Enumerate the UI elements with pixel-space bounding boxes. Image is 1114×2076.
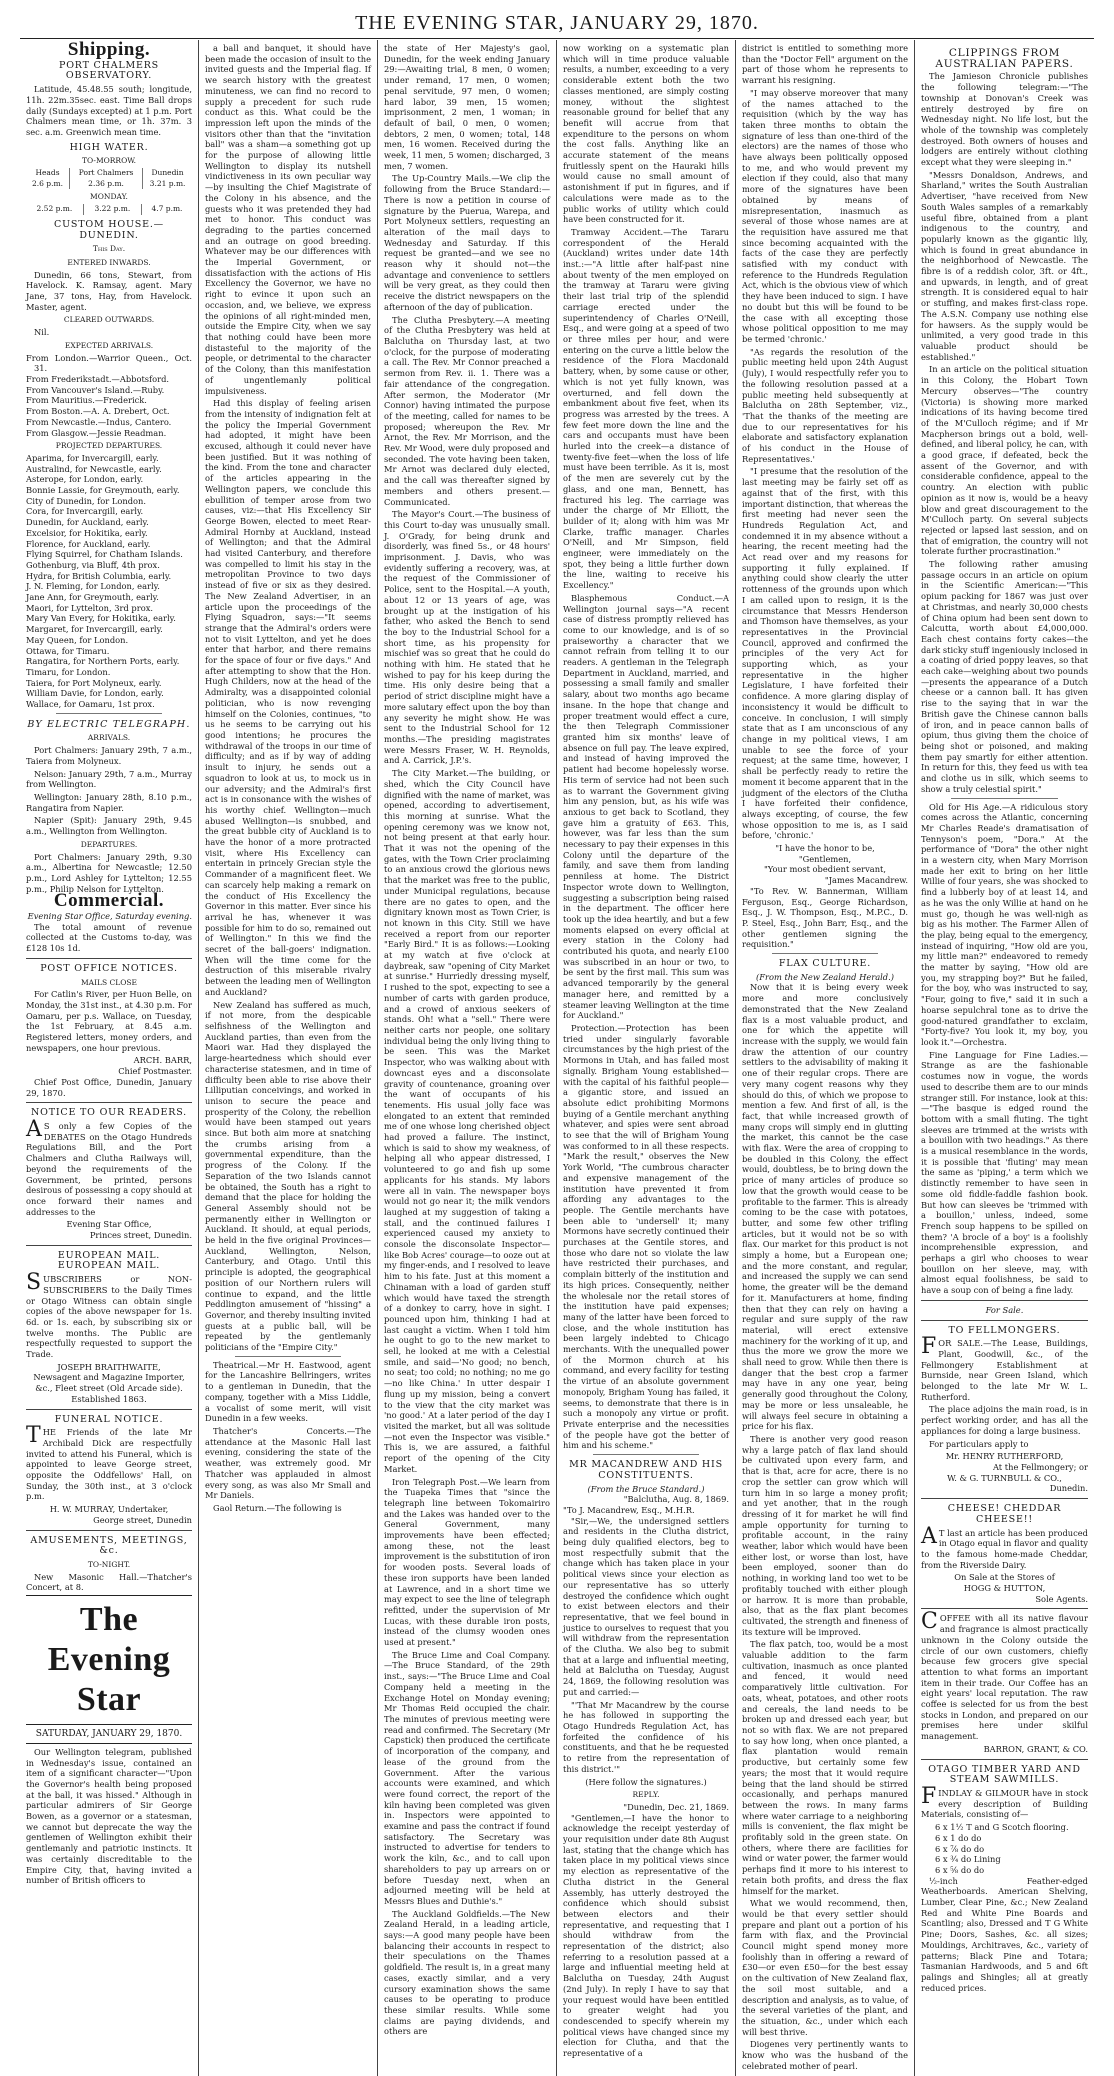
list-item: 6 x 1 do do [935,1832,982,1843]
post-office-footer: Chief Post Office, Dunedin, January 29, 1870. [26,1076,192,1098]
newspaper-page [20,39,1094,2071]
divider [235,1356,341,1357]
editorial-paragraph: Had this display of feeling arisen from the intensity of indignation felt at the policy the Imperial Government had adopted, it might have been excused, although it could never have been justified. But it was nothing of the kind. From the tone and character of the articles appearing in the Wellington papers, we conclude this ebullition of temper arose from two causes, viz:—that His Excellency Sir George Bowen, elected to meet Rear-Admiral Hornby at Auckland, instead of Wellington; and that the Admiral had visited Canterbury, and therefore was compelled to limit his stay in the metropolitan Province to two days instead of five or six as they desired. The New Zealand Advertiser, in an article upon the proceedings of the Flying Squadron, says:—"It seems strange that the Admiral's orders were not to visit Lyttelton, and yet he does enter that harbor, and there remains for the space of four or five days." And after attempting to show that the Hon. Hugh Childers, now at the head of the Admiralty, was a disappointed colonial politician, who is now revenging himself on the Colonies, continues, "to us he seems to be carrying out his good intentions; he procures the withdrawal of the troops in our time of difficulty; and as if by way of adding insult to injury, he sends out a squadron to look at us, to mock us in our adversity; and the Admiral's first act is in consonance with the wishes of his worthy chief. Wellington—much abused Wellington—is snubbed, and the great bubble city of Auckland is to have the honor of a more protracted visit, where His Excellency can entertain in princely Grecian style the Commander of a magnificent fleet. We can scarcely help making a remark on the conduct of His Excellency the Governor in this matter. Ever since his arrival he has, whenever it was possible for him to do so, remained out of Wellington." In this we find the secret of the ball-goers' indignation. When will the time come for the destruction of this miserable rivalry between the leading men of Wellington and Auckland? [205,398,371,997]
list-item: City of Dunedin, for London. [26,495,147,506]
list-item: May Queen, for London. [26,634,129,645]
amusements-tonight: TO-NIGHT. [87,1560,131,1569]
timber-text: ½-inch Feather-edged Weatherboards. American Shelving, Lumber, Clear Pine, &c.; New Zealand Red and White Pine Boards and Scantling; also, Dressed and T G White Pine; Doors, Sashes, &c. all sizes; Mouldings, Architraves, &c., variety of patterns; Black Pine and Totara; Tasmanian Hardwoods, and 5 and 6ft palings and Shingles; all at greatly reduced prices. [921,1875,1088,1993]
high-water-table-monday [26,204,192,215]
expected-arrivals-list [26,353,192,439]
reply-paragraph: "As regards the resolution of the public meeting held upon 24th August (July), I would respectfully refer you to the following resolution passed at a public meeting held subsequently at Balclutha on 28th September, viz., 'That the thanks of the meeting are due to our representatives for his elaborate and satisfactory explanation of his conduct in the House of Representatives.' [742,346,908,464]
upcountry-mails-item: The Up-Country Mails.—We clip the following from the Bruce Standard:—There is now a petition in course of signature by the Puerua, Warepa, and Port Molyneux settlers, requesting an alteration of the mail days to Wednesday and Saturday. If this request be granted—and we see no reason why it should not—the advantage and convenience to settlers will be very great, as they could then receive the district newspapers on the afternoon of the day of publication. [384,173,550,312]
list-item: J. N. Fleming, for London, early. [26,581,160,592]
clipping-paragraph: The following rather amusing passage occurs in an article on opium in the Scientific American:—"This opium packing for 1867 was just over at Christmas, and nearly 30,000 chests of China opium had been sent down to Calcutta, worth about £4,000,000. Each chest contains forty cakes—the dark sticky stuff ingeniously inclosed in a coating of dried poppy leaves, so that each cake—weighing about two pounds—presents the appearance of a Dutch cheese or a cannon ball. It has given rise to the saying that in war the British gave the Chinese cannon balls of iron, and in peace cannon balls of opium, thus giving them the choice of being shot or poisoned, and making them pay smartly for either attention. In return for this, they feed us with tea and clothe us in silk, which seems to show a truly celestial spirit." [921,559,1088,794]
divider [26,1245,192,1246]
fellmongers-text: The place adjoins the main road, is in perfect working order, and has all the appliances for doing a large business. [921,1404,1088,1436]
telegraph-departure: Port Chalmers: January 29th, 9.30 a.m., Albertina for Newcastle; 12.50 p.m., Lord Ashley for Lyttelton; 12.55 p.m., Philip Nelson for Lyttelton. [26,851,192,894]
high-water-table [26,168,192,189]
list-item: Margaret, for Invercargill, early. [26,624,163,635]
list-item: From Vancouver's Island.—Ruby. [26,384,165,395]
column-4 [557,40,736,2076]
tide-cell: 4.7 p.m. [151,204,183,214]
clippings-heading: CLIPPINGS FROM AUSTRALIAN PAPERS. [935,47,1074,70]
european-mail-desc: Newsagent and Magazine Importer, &c., Fleet street (Old Arcade side). Established 1863. [33,1372,185,1404]
telegraph-heading: BY ELECTRIC TELEGRAPH. [27,718,191,730]
list-item: Gothenburg, via Bluff, 4th prox. [26,559,160,570]
entered-inwards-heading: ENTERED INWARDS. [67,257,151,267]
entered-inwards-text: Dunedin, 66 tons, Stewart, from Havelock. K. Ramsay, agent. Mary Jane, 37 tons, Hay, from Havelock. Master, agent. [26,269,192,312]
notice-readers-address: Princes street, Dunedin. [89,1230,192,1241]
column-6 [915,40,1094,2076]
cheese-seller: HOGG & HUTTON, [963,1583,1046,1594]
reply-signature: "James Macandrew. [824,875,908,886]
notice-readers-text: AS only a few Copies of the DEBATES on the Otago Hundreds Regulations Bill, and the Port Chalmers and Clutha Railways will, beyond the requirements of the Government, be printed, persons desirous of possessing a copy should at once forward their names and addresses to the [26,1116,192,1217]
list-item: Taiera, for Port Molyneux, early. [26,677,162,688]
clutha-presbytery-item: The Clutha Presbytery.—A meeting of the Clutha Presbytery was held at Balclutha on Thursday last, at two o'clock, for the purpose of moderating a call. The Rev. Mr Connor preached a sermon from Rev. ii. 1. There was a fair attendance of the congregation. After sermon, the Moderator (Mr Connor) having intimated the purpose of the meeting, called for names to be proposed; whereupon the Rev. Mr Arnot, the Rev. Mr Morrison, and the Rev. Mr Wood, were duly proposed and seconded. The vote having been taken, Mr Arnot was declared duly elected, and the call was thereafter signed by members and others present.—Communicated. [384,314,550,507]
high-water-heading: HIGH WATER. [69,141,149,153]
list-item: Aparima, for Invercargill, early. [26,452,159,463]
mails-close-label: MAILS CLOSE [80,977,138,987]
telegraph-arrivals-heading: ARRIVALS. [87,733,131,743]
divider [26,1409,192,1410]
fellmongers-contact: Mr. HENRY RUTHERFORD, [945,1451,1064,1462]
tramway-accident-item: Tramway Accident.—The Tararu correspondent of the Herald (Auckland) writes under date 14th inst.:—"A little after half-past nine about twenty of the men employed on the tramway at Tararu were giving their last trial trip of the splendid carriage erected under the superintendency of Charles O'Neill, Esq., and were going at a speed of two or three miles per hour, and were entering on the curve a little below the residence of the Flora Macdonald battery, when, by some cause or other, which is not yet fully known, was overturned, and fell down the embankment about five feet, when its progress was arrested by the trees. A few feet more down the line and the cars and occupants must have been hurled into the creek—a distance of twenty-five feet—when the loss of life must have been terrible. As it is, most of the men are severely cut by the glass, and one man, Bennett, has fractured his leg. The carriage was under the charge of Mr Elliott, the builder of it; along with him was Mr Clarke, traffic manager. Charles O'Neill, and Mr Simpson, field engineer, were immediately on the spot, they being a little further down the line, waiting to receive his Excellency." [563,226,729,591]
editorial-opening: Our Wellington telegram, published in Wednesday's issue, contained an item of a significant character—"Upon the Governor's health being proposed at the ball, it was hissed." Although in particular admirers of Sir George Bowen, as a governor or a statesman, we cannot but deprecate the way the gentlemen of Wellington exhibit their gentlemanly and patriotic instincts. It was certainly discreditable to the Empire City, that, having invited a number of British officers to [26,1746,192,1886]
divider [26,1102,192,1103]
reply-heading: REPLY. [632,1790,660,1800]
list-item: Maori, for Lyttelton, 3rd prox. [26,602,154,613]
projected-departures-heading: PROJECTED DEPARTURES. [55,441,163,451]
commercial-office: Evening Star Office, Saturday evening. [27,911,192,922]
macandrew-source: (From the Bruce Standard.) [587,1483,705,1494]
european-mail-text: SUBSCRIBERS or NON-SUBSCRIBERS to the Daily Times or Otago Witness can obtain single copies of the above newspaper for 1s. 6d. or 1s. each, by subscribing six or twelve months. The Public are respectfully requested to support the Trade. [26,1270,192,1360]
clipping-paragraph: The Jamieson Chronicle publishes the following telegram:—"The township at Donovan's Creek was entirely destroyed by fire on Wednesday night. No life lost, but the whole of the township was completely destroyed. Both owners of houses and lodgers are entirely without clothing except what they were sleeping in." [921,71,1088,168]
list-item: Mary Van Every, for Hokitika, early. [26,613,176,624]
macandrew-to: "To J. Macandrew, Esq., M.H.R. [563,1504,695,1515]
cleared-outwards-text: Nil. [34,327,50,338]
list-item: 6 x ⅞ do do [935,1843,985,1854]
funeral-text: THE Friends of the late Mr Archibald Dick are respectfully invited to attend his Funeral, which is appointed to leave George street, opposite the Oddfellows' Hall, on Sunday, the 30th inst., at 3 o'clock p.m. [26,1423,192,1502]
tide-cell: 2.52 p.m. [26,204,83,215]
column-3 [378,40,557,2076]
reply-continued: district is entitled to something more than the "Doctor Fell" argument on the part of those whom he represents to warrant his resigning. [742,43,908,86]
blasphemous-conduct-item: Blasphemous Conduct.—A Wellington journal says—"A recent case of distress promptly relieved has come to our knowledge, and is of so praiseworthy a character that we cannot refrain from telling it to our readers. A gentleman in the Telegraph Department in Auckland, married, and possessing a small family and smaller salary, about two months ago became insane. In the hope that change and proper treatment would effect a cure, the then Telegraph Commissioner granted him six months' leave of absence on full pay. The leave expired, and instead of having improved the patient had become hopelessly worse. His term of service had not been such as to warrant the Government giving him any pension, but, as his wife was anxious to get back to Scotland, they gave him a gratuity of £63. This, however, was far less than the sum necessary to pay their expenses in this Colony until the departure of the family, and save them from landing penniless at home. The District Inspector wrote down to Wellington, suggesting a subscription being raised in the department. The officer here took up the idea heartily, and but a few moments elapsed on every official at every station in the Colony had contributed his quota, and nearly £100 was subscribed in an hour or two, to be sent by the first mail. This sum was advanced temporarily by the general manager here, and remitted by a steamer leaving Wellington at the time for Auckland." [563,592,729,1021]
tide-cell: 3.22 p.m. [83,204,141,215]
telegraph-arrival: Napier (Spit): January 29th, 9.45 a.m., Wellington from Wellington. [26,815,192,837]
telegraph-arrival: Nelson: January 29th, 7 a.m., Murray from Wellington. [26,768,192,790]
cheese-agents: Sole Agents. [1035,1593,1088,1604]
list-item: Bonnie Lassie, for Greymouth, early. [26,485,180,496]
column-1 [20,40,199,2076]
coffee-text: COFFEE with all its native flavour and fragrance is almost practically unknown in the Colony outside the circle of our own customers, chiefly because few grocers give special attention to what forms an important item in their trade. Our Coffee has an eight years' local reputation. The raw coffee is selected for us from the best stocks in London, and prepared on our premises here under skilful management. [921,1609,1088,1742]
timber-text: FINDLAY & GILMOUR have in stock every description of Building Materials, consisting of— [921,1783,1088,1820]
macandrew-date: "Balclutha, Aug. 8, 1869. [623,1494,729,1505]
funeral-name: H. W. MURRAY, Undertaker, [49,1504,169,1515]
coffee-signature: BARRON, GRANT, & CO. [983,1743,1088,1754]
macandrew-resolution: "'That Mr Macandrew by the course he has followed in supporting the Otago Hundreds Regulation Act, has forfeited the confidence of his constituents, and that he be requested to retire from the representation of this district.'" [563,1699,729,1774]
reply-paragraph: "I presume that the resolution of the last meeting may be fairly set off as against that of the first, with this important distinction, that whereas the first meeting had never seen the Hundreds Regulation Act, and condemned it in my absence without a hearing, the recent meeting had the Act read over and my reasons for supporting it fully explained. If anything could show clearly the utter rottenness of the grounds upon which I am called upon to resign, it is the circumstance that Messrs Henderson and Thomson have themselves, as your representatives in the Provincial Council, approved and confirmed the principles of the very Act for supporting which, as your representative in the higher Legislature, I have forfeited their confidence. A more glaring display of inconsistency it would be difficult to conceive. In conclusion, I will simply state that as I am unconscious of any change in my political views, I am unable to see the force of your request; at the same time, however, I shall be perfectly ready to retire the moment it become apparent that in the judgment of the electors of the Clutha I have forfeited their confidence, always excepting, of course, the few whose opposition to me is, as I said before, 'chronic.' [742,466,908,841]
tide-cell: 2.6 p.m. [26,179,70,190]
protection-item: Protection.—Protection has been tried under singularly favorable circumstances by the high priest of the Mormons in Utah, and has failed most signally. Brigham Young established—with the capital of his faithful people—a gigantic store, and issued an absolute edict prohibiting Mormons buying of a Gentile merchant anything whatever, and spies were sent abroad to see that the will of Brigham Young was conformed to in all these respects. "Mark the result," observes the New York World, "The cumbrous character and expensive management of the institution have prevented it from affording any advantages to the people. The Gentile merchants have been able to 'undersell' it; many Mormons have secretly continued their purchases at the Gentile stores, and those who dare not so violate the law have restricted their purchases, and complain bitterly of the institution and its high prices. Consequently, neither the wholesale nor the retail stores of the institution have paid expenses; many of the latter have been forced to close, and the whole institution has been largely indebted to Chicago merchants. With the unequalled power of the Mormon church at his command, and every facility for testing the virtue of an absolute government monopoly, Brigham Young has failed, it seems, to demonstrate that there is in such a monopoly any virtue or profit. Private enterprise and the necessities of the people have got the better of him and his scheme." [563,1022,729,1451]
tide-col-port: Port Chalmers [70,168,143,179]
telegraph-arrival: Wellington: January 28th, 8.10 p.m., Rangatira from Napier. [26,792,192,813]
fellmongers-contact: At the Fellmongery; or [992,1462,1088,1472]
reply-closing: "Your most obedient servant, [763,864,887,875]
post-office-text: For Catlin's River, per Huon Belle, on Monday, the 31st inst., at 4.30 p.m. For Oamaru, per p.s. Wallace, on Tuesday, the 1st February, at 8.45 a.m. Registered letters, money orders, and newspapers, one hour previous. [26,989,192,1053]
divider [26,1530,192,1531]
european-mail-heading: EUROPEAN MAIL. EUROPEAN MAIL. [57,1249,161,1272]
auckland-goldfields-item: The Auckland Goldfields.—The New Zealand Herald, in a leading article, says:—A good many people have been balancing their accounts in respect to their speculations on the Thames goldfield. The result is, in a great many cases, exactly similar, and a very cursory examination shows the same causes to be operating to produce these similar results. While some claims are paying dividends, and others are [384,1908,550,2037]
telegraph-departures-heading: DEPARTURES. [80,839,138,849]
diogenes-item: Diogenes very pertinently wants to know who was the husband of the celebrated mother of pearl. [742,2039,908,2071]
list-item: Florence, for Auckland, early. [26,538,151,549]
reply-date: "Dunedin, Dec. 21, 1869. [623,1801,729,1812]
list-item: Wallace, for Oamaru, 1st prox. [26,699,155,710]
reply-closing: "I have the honor to be, [775,843,875,854]
list-item: Australind, for Newcastle, early. [26,463,162,474]
theatrical-item: Theatrical.—Mr H. Eastwood, agent for the Lancashire Bellringers, writes to a gentleman in Dunedin, that the company, together with a Miss Liddle, a vocalist of some merit, will visit Dunedin in a few weeks. [205,1359,371,1424]
iron-telegraph-item: Iron Telegraph Post.—We learn from the Tuapeka Times that "since the telegraph line between Tokomairiro and the Lakes was handed over to the General Government, many improvements have been effected; among these, not the least improvement is the substitution of iron for wooden posts. Several loads of these iron supports have been landed at Lawrence, and in a short time we may expect to see the line of telegraph refitted, under the supervision of Mr Lucas, with these durable iron posts, instead of the clumsy wooden ones used at present." [384,1476,550,1648]
notice-readers-office: Evening Star Office, [66,1219,152,1230]
macandrew-signatures: (Here follow the signatures.) [585,1776,707,1787]
flax-paragraph: The flax patch, too, would be a most valuable addition to the farm cultivation, inasmuch as once planted and fenced, it would need comparatively little cultivation. For oats, wheat, potatoes, and other roots and cereals, the land needs to be broken up and dressed each year, but not so with flax. We are not prepared to say how long, when once planted, a flax plantation would remain productive, but certainly some few years; the most that it would require being that the land should be stirred occasionally, and perhaps manured between the rows. In many farms where water carriage to a neighboring mills is convenient, the flax might be profitably sold in the green state. On others, where there are facilities for wind or water power, the farmer would perhaps find it more to his interest to retain both profits, and dress the flax himself for the market. [742,1639,908,1896]
list-item: William Davie, for London, early. [26,688,164,699]
flax-source: (From the New Zealand Herald.) [755,971,894,982]
divider [921,1300,1088,1301]
mayors-court-item: The Mayor's Court.—The business of this Court to-day was unusually small. J. O'Grady, for being drunk and disorderly, was fined 5s., or 48 hours' imprisonment. J. Davis, who was evidently suffering a recovery, was, at the request of the Commissioner of Police, sent to the Hospital.—A youth, about 12 or 13 years of age, was brought up at the instigation of his father, who asked the Bench to send the boy to the Industrial School for a short time, as his propensity for mischief was so great that he could do nothing with him. He stated that he wished to pay for his keep during the time. His only desire being that a period of strict discipline might have a more salutary effect upon the boy than any severity he might show. He was sent to the Industrial School for 12 months.—The presiding magistrates were Messrs Fraser, W. H. Reynolds, and A. Carrick, J.P.'s. [384,509,550,766]
tide-cell: 3.21 p.m. [149,178,186,188]
clipping-paragraph: In an article on the political situation in this Colony, the Hobart Town Mercury observes—"The country (Victoria) is showing more marked indications of its having become tired of the M'Culloch régime; and if Mr Macpherson brings out a bold, well-defined, and liberal policy, he can, with a good grace, if defeated, beck the assent of the Governor, and with considerable confidence, appeal to the country. An election with public opinion as it now is, would be a heavy blow and great discouragement to the M'Culloch party. On several subjects rejected or lapsed last session, and on that of emigration, the country will not tolerate further procrastination." [921,364,1088,557]
tide-cell: 2.36 p.m. [70,179,143,190]
timber-heading: OTAGO TIMBER YARD AND STEAM SAWMILLS. [928,1763,1081,1786]
reply-text: "Gentlemen,—I have the honor to acknowledge the receipt yesterday of your requisition under date 8th August last, stating that the change which has taken place in my political views since my election as representative of the Clutha district in the General Assembly, has utterly destroyed the confidence which should subsist between electors and their representative, and requesting that I should withdraw from the representation of the district; also referring to a resolution passed at a large and influential meeting held at Balclutha on Tuesday, 24th August (2nd July). In reply I have to say that your request would have been entitled to greater weight had you condescended to specify wherein my political views have changed since my election for Clutha, and that the representative of a [563,1812,729,2059]
tide-col-dunedin: Dunedin [151,168,184,178]
post-office-signature: ARCH. BARR, [133,1055,192,1066]
column-2 [199,40,378,2076]
flax-paragraph: There is another very good reason why a large patch of flax land should be cultivated upon every farm, and that is that, acre for acre, there is no crop the settler can grow which will turn him in so large a money profit; and yet another, that in the rough dressing of it for market he will find ample opportunity for turning to profitable account, in the rainy weather, labor which would have been either lost, or worse than lost, have been employed, sooner than do nothing, in working land too wet to be profitably touched with either plough or harrow. It is more than probable, also, that as the flax plant becomes cultivated, the strength and fineness of its texture will be improved. [742,1434,908,1637]
editorial-paragraph: New Zealand has suffered as much, if not more, from the despicable selfishness of the Wellington and Auckland parties, than even from the Maori war. Had they displayed the large-heartedness which should ever characterise statesmen, and in time of difficulty been able to rise above their Lilliputian conceivings, and worked in unison to secure the peace and prosperity of the Colony, the rebellion would have been stamped out years since. But both aim more at snatching the crumbs arising from a governmental expenditure, than the progress of the Colony. If the Separation of the two Islands cannot be obtained, the South has a right to demand that the place for holding the General Assembly should not be permanently either in Wellington or Auckland. It should, at equal periods, be held in the five original Provinces—Auckland, Wellington, Nelson, Canterbury, and Otago. Until this principle is adopted, the geographical position of our Northern rulers will continue to expand, and the little Peddlington amusement of "hissing" a Governor, and thereby insulting invited guests at a public ball, will be repeated by the gentlemanly politicians of the "Empire City." [205,999,371,1353]
monday-label: MONDAY. [90,192,128,202]
commercial-text: The total amount of revenue collected at the Customs to-day, was £128 10s 1d. [26,921,192,954]
fine-language-item: Fine Language for Fine Ladies.—Strange as are the fashionable costumes now in vogue, the words used to describe them are to our minds stranger still. For instance, look at this:—"The basque is edged round the bottom with a small fluting. The tight sleeves are trimmed at the wrists with a bouillon with two headings." As there is a musical resemblance in the words, it is possible that 'fluting' may mean the same as 'piping,' a term which we distinctly remember to have seen in some old fiddle-faddle fashion book. But how can sleeves be 'trimmed with a bouillon,' unless, indeed, some French soup happens to be spilled on them? 'A brocle of a boy' is a foolishly incomprehensible expression, and perhaps a girl who chooses to wear bouillon on her sleeve, may, with almost equal foolishness, be said to have a soup con of being a fine lady. [921,1049,1088,1296]
custom-house-heading: CUSTOM HOUSE.—DUNEDIN. [54,218,164,241]
post-office-heading: POST OFFICE NOTICES. [40,962,178,974]
flax-heading: FLAX CULTURE. [778,958,872,970]
old-for-his-age-item: Old for His Age.—A ridiculous story comes across the Atlantic, concerning Mr Charles Reade's dramatisation of Tennyson's poem, "Dora." At the performance of "Dora" the other night in a western city, when Mary Morrison made her exit to bring on her little Willie of four years, she was shocked to find a lubberly boy of at least 14, and as he was the only Willie at hand on he must go, though he was well-nigh as big as his mother. The Farmer Allen of the play, being equal to the emergency, instead of inquiring, "How old are you, my little man?" endeavored to remedy the matter by saying, "How old are you, my strapping boy?" But he failed, for the boy, who was instructed to say, "Four, going to five," said it in such a hoarse sepulchral tone as to drive the good-natured grandfather to exclaim, "Forty-five? You look it, my boy, you look it."—Orchestra. [921,801,1088,1047]
shipping-title: Shipping. [67,39,151,60]
divider [772,953,878,954]
funeral-address: George street, Dunedin [93,1514,192,1525]
commercial-title: Commercial. [53,890,165,912]
cheese-text: On Sale at the Stores of [954,1572,1055,1583]
timber-list [921,1822,1088,1876]
for-sale-heading: For Sale. [985,1304,1024,1315]
list-item: Timaru, for London. [26,666,111,677]
list-item: Rangatira, for Northern Ports, early. [26,656,180,667]
cheese-text: AT last an article has been produced in Otago equal in flavor and quality to the famous home-made Cheddar, from the Riverside Dairy. [921,1523,1088,1570]
amusements-text: New Masonic Hall.—Thatcher's Concert, at 8. [26,1571,192,1593]
evening-star-masthead: The Evening Star [26,1595,192,1725]
fellmongers-contact: W. & G. TURNBULL & CO., [947,1472,1062,1483]
macandrew-heading: MR MACANDREW AND HIS CONSTITUENTS. [569,1459,723,1481]
post-office-signature-title: Chief Postmaster. [118,1066,192,1077]
reply-closing: "Gentlemen, [798,853,852,864]
list-item: Dunedin, for Auckland, early. [26,517,149,528]
list-item: Hydra, for British Columbia, early. [26,570,172,581]
divider [921,1320,1088,1321]
goldfields-continued: now working on a systematic plan which will in time produce valuable results, a number, exceeding to a very considerable extent both the two classes mentioned, are simply costing money, without the slightest reasonable ground for belief that any benefit will accrue from that expenditure to the persons on whom the cost falls. Anything like an accurate statement of the means fruitlessly spent on the Hauraki hills would cause no small amount of astonishment if put in figures, and if calculations were made as to the public works of utility which could have been constructed for it. [563,43,729,225]
list-item: Excelsior, for Hokitika, early. [26,527,148,538]
list-item: 6 x ¾ do Lining [935,1854,1001,1865]
list-item: 6 x ⅝ do do [935,1864,985,1875]
tomorrow-label: TO-MORROW. [81,156,136,166]
divider [56,713,162,714]
reply-recipients: "To Rev. W. Bannerman, William Ferguson, Esq., George Richardson, Esq., J. W. Thompson, Esq., M.P.C., D. P. Steel, Esq., John Barr, Esq., and the other gentlemen signing the requisition." [742,885,908,950]
telegraph-arrival: Port Chalmers: January 29th, 7 a.m., Taiera from Molyneux. [26,745,192,766]
reply-paragraph: "I may observe moreover that many of the names attached to the requisition (which by the way has taken three months to obtain the signature of less than one-third of the electors) are the names of those who have always been politically opposed to me, and who would prevent my election if they could, also that many more of the signatures have been obtained by means of misrepresentation, inasmuch as several of those whose names are at the requisition have assured me that since becoming acquainted with the facts of the case they are perfectly satisfied with my conduct with reference to the Hundreds Regulation Act, which is the obvious view of which they have been induced to sign. I have no doubt but this will be found to be the case with all excepting those whose political opposition to me may be termed 'chronic.' [742,87,908,344]
newspaper-masthead: THE EVENING STAR, JANUARY 29, 1870. [20,8,1094,39]
list-item: From Glasgow.—Jessie Readman. [26,427,167,438]
fellmongers-contact: Dunedin. [1049,1483,1088,1494]
list-item: From London.—Warrior Queen., Oct. 31. [26,352,192,374]
funeral-heading: FUNERAL NOTICE. [54,1413,164,1425]
list-item: Asterope, for London, early. [26,474,144,485]
thatcher-item: Thatcher's Concerts.—The attendance at the Masonic Hall last evening, considering the state of the weather, was extremely good. Mr Thatcher was applauded in almost every song, as was also Mr Small and Mr Daniels. [205,1426,371,1501]
list-item: From Boston.—A. A. Drebert, Oct. [26,406,170,417]
divider [951,798,1058,799]
cheese-heading: CHEESE! CHEDDAR CHEESE!! [947,1503,1062,1525]
tide-col-heads: Heads [26,168,70,179]
this-day-label: This Day. [92,244,126,254]
fellmongers-heading: TO FELLMONGERS. [948,1324,1061,1336]
clipping-paragraph: "Messrs Donaldson, Andrews, and Sharland," writes the South Australian Advertiser, "have received from New South Wales samples of a remarkably useful fibre, obtained from a plant indigenous to the country, and popularly known as the gigantic lily, which is found in great abundance in the neighborhood of Newcastle. The fibre is of a reddish color, 3ft. or 4ft., and upwards, in length, and of great strength. It is considered equal to hair or stuffing, and makes first-class rope. The A.S.N. Company use nothing else for hawsers. As the supply would be unlimited, a very good trade in this valuable product should be established." [921,169,1088,362]
divider [921,1498,1088,1499]
list-item: From Newcastle.—Indus, Cantero. [26,416,172,427]
observatory-text: Latitude, 45.48.55 south; longitude, 11h. 22m.35sec. east. Time Ball drops daily (Sundays excepted) at 1 p.m. Port Chalmers mean time, or 1h. 37m. 3 sec. a.m. Greenwich mean time. [26,84,192,137]
evening-star-dateline: SATURDAY, JANUARY 29, 1870. [26,1729,192,1744]
notice-readers-heading: NOTICE TO OUR READERS. [31,1107,187,1119]
editorial-paragraph: a ball and banquet, it should have been made the occasion of insult to the invited guests and the Imperial flag. If we search history with the greatest minuteness, we can find no record to supply a precedent for such rude conduct as this. What could be the impression left upon the minds of the visitors other than that the "invitation ball" was a sham—a something got up for the purpose of allowing little Wellington to display its nutshell vindictiveness in its own peculiar way—by insulting the Chief Magistrate of the Colony in his absence, and the guests who it was pretended they had met to honor. This conduct was degrading to the parties concerned and an outrage on good breeding. Whatever may be our differences with the Imperial Government, or dissatisfaction with the actions of His Excellency the Governor, we have no right to evince it upon such an occasion, and, we believe, we express the opinions of all right-minded men, outside the Empire City, when we say that nothing could have been more distasteful to the majority of the people, or detrimental to the character of the Colony, than this manifestation of ungentlemanly political impulsiveness. [205,43,371,396]
macandrew-letter: "Sir,—We, the undersigned settlers and residents in the Clutha district, being duly qualified electors, beg to most respectfully submit that the change which has taken place in your political views since your election as our representative has so utterly destroyed the confidence which ought to exist between electors and their representative, that we feel bound in justice to ourselves to request that you will withdraw from the representation of the Clutha. We also beg to submit that at a large and influential meeting, held at Balclutha on Tuesday, August 24, 1869, the following resolution was put and carried:— [563,1515,729,1697]
flax-paragraph: Now that it is being every week more and more conclusively demonstrated that the New Zealand flax is a most valuable product, and one for which the appetite will increase with the supply, we would fain draw the attention of our country settlers to the advisability of making it one of their regular crops. There are very many cogent reasons why they should do this, of which we propose to mention a few. And first of all, is the fact, that while increased growth of many crops will simply end in glutting the market, this cannot be the case with flax. Were the area of cropping to be doubled in this Colony, the effect would, doubtless, be to bring down the price of many articles of produce so low that the growth would cease to be profitable to the farmer. This is already coming to be the case with potatoes, butter, and some few other trifling articles, but it would not be so with flax. Our market for this product is not simply a home, but a European one; and the more constant, and regular, and increased the supply we can send home, the greater will be the demand for it. Manufacturers at home, finding then that they can rely on having a regular and sure supply of the raw material, will erect extensive machinery for the working of it up, and thus the more we grow the more we shall need to grow. While then there is danger that the best crop a farmer may have in any one year, being generally good throughout the Colony, may be more or less unsaleable, he will always feel secure in obtaining a price for his flax. [742,982,909,1432]
amusements-heading: AMUSEMENTS, MEETINGS, &c. [30,1534,188,1557]
column-5 [736,40,915,2076]
list-item: Jane Ann, for Greymouth, early. [26,592,159,603]
observatory-heading: PORT CHALMERS OBSERVATORY. [59,59,159,82]
flax-paragraph: What we would recommend, then, would be that every settler should prepare and plant out a portion of his farm with flax, and the Provincial Council might spend money more foolishly than in offering a reward of £30—or even £50—for the best essay on the cultivation of New Zealand flax, the soil most suitable, and a description and analysis, as to value, of the several varieties of the plant, and the situation, &c., under which each will best thrive. [742,1898,908,2037]
expected-arrivals-heading: EXPECTED ARRIVALS. [64,340,154,350]
list-item: From Frederikstadt.—Abbotsford. [26,373,170,384]
cleared-outwards-heading: CLEARED OUTWARDS. [63,315,155,325]
list-item: Flying Squirrel, for Chatham Islands. [26,549,183,560]
fellmongers-text: For particulars apply to [929,1438,1029,1449]
divider [593,1454,699,1455]
european-mail-name: JOSEPH BRAITHWAITE, [57,1361,161,1372]
gaol-return-continued: the state of Her Majesty's gaol, Dunedin, for the week ending January 29:—Awaiting trial, 8 men, 0 women; under remand, 17 men, 0 women; penal servitude, 97 men, 0 women; hard labor, 39 men, 15 women; imprisonment, 2 men, 1 woman; in default of bail, 0 men, 0 women; debtors, 2 men, 0 women; total, 148 men, 16 women. Received during the week, 11 men, 5 women; discharged, 3 men, 7 women. [384,43,550,171]
fellmongers-text: FOR SALE.—The Lease, Buildings, Plant, Goodwill, &c., of the Fellmongery Establishment at Burnside, near Green Island, which belonged to the late Mr W. L. Rutherford. [921,1334,1088,1402]
projected-departures-list [26,453,192,710]
divider [26,958,192,959]
city-market-item: The City Market.—The building, or shed, which the City Council have dignified with the name of market, was opened, according to advertisement, this morning at sunrise. What the opening ceremony was we know not, not being present at that early hour. That it was not the opening of the gates, with the Town Crier proclaiming to an anxious crowd the glorious news that the market was free to the public, under Municipal regulations, because there are no gates to open, and the dignitary known most as Town Crier, is not known in this City. Still we have received a report from our reporter "Early Bird." It is as follows:—Looking at my watch at five o'clock at daybreak, saw "opening of City Market at sunrise." Hurriedly dressing myself, I rushed to the spot, expecting to see a number of carts with garden produce, and a crowd of anxious seekers of stands. Oh! what a "sell." There were neither carts nor people, one solitary individual being the only living thing to be seen. This was the Market Inspector, who was walking about with downcast eyes and a disconsolate gravity of countenance, groaning over the want of occupants of his tenements. His usual jolly face was elongated to an extent that reminded me of one whose long cherished object had proved a failure. The instinct, which is said to show my weakness, of helping all who appear distressed, I volunteered to go and fish up some applicants for his stands. My labors were all in vain. The newspaper boys would not go near it; the milk vendors laughed at my suggestion of taking a stall, and the continued failures I experienced caused my anxiety to console the disconsolate Inspector—like Bob Acres' courage—to ooze out at my finger-ends, and I resolved to leave him to his fate. Just at this moment a Chinaman with a load of garden stuff which would have taxed the strength of a donkey to carry, hove in sight. I pounced upon him, thinking I had at last caught a victim. When I told him he ought to go to the new market to sell, he looked at me with a Celestial smile, and said—'No good; no bench, no seat; too cold; no nothing; no me go—no like China.' In utter despair I flung up my mission, being a convert to the view that the city market was 'no good.' At a later period of the day I visited the market, but all was solitude—not even the Inspector was visible." This is, we are assured, a faithful report of the opening of the City Market. [384,768,550,1474]
bruce-lime-item: The Bruce Lime and Coal Company.—The Bruce Standard, of the 29th inst., says:—"The Bruce Lime and Coal Company held a meeting in the Exchange Hotel on Monday evening; Mr Thomas Reid occupied the chair. The minutes of previous meeting were read and confirmed. The Secretary (Mr Capstick) then produced the certificate of incorporation of the company, and lease of the ground from the Government. After the various accounts were examined, and which were found correct, the report of the kiln having been completed was given in. Inspectors were appointed to examine and pass the contract if found satisfactory. The Secretary was instructed to advertise for tenders to work the kiln, &c., and to call upon shareholders to pay up arrears on or before Tuesday next, when an adjourned meeting will be held at Messrs Blues and Duthie's." [384,1649,550,1906]
list-item: Ottawa, for Timaru. [26,645,110,656]
divider [921,1759,1088,1760]
list-item: 6 x 1½ T and G Scotch flooring. [935,1822,1069,1833]
list-item: From Mauritius.—Frederick. [26,395,147,406]
list-item: Cora, for Invercargill, early. [26,506,144,517]
divider [921,1608,1088,1609]
gaol-return-item: Gaol Return.—The following is [213,1502,342,1513]
